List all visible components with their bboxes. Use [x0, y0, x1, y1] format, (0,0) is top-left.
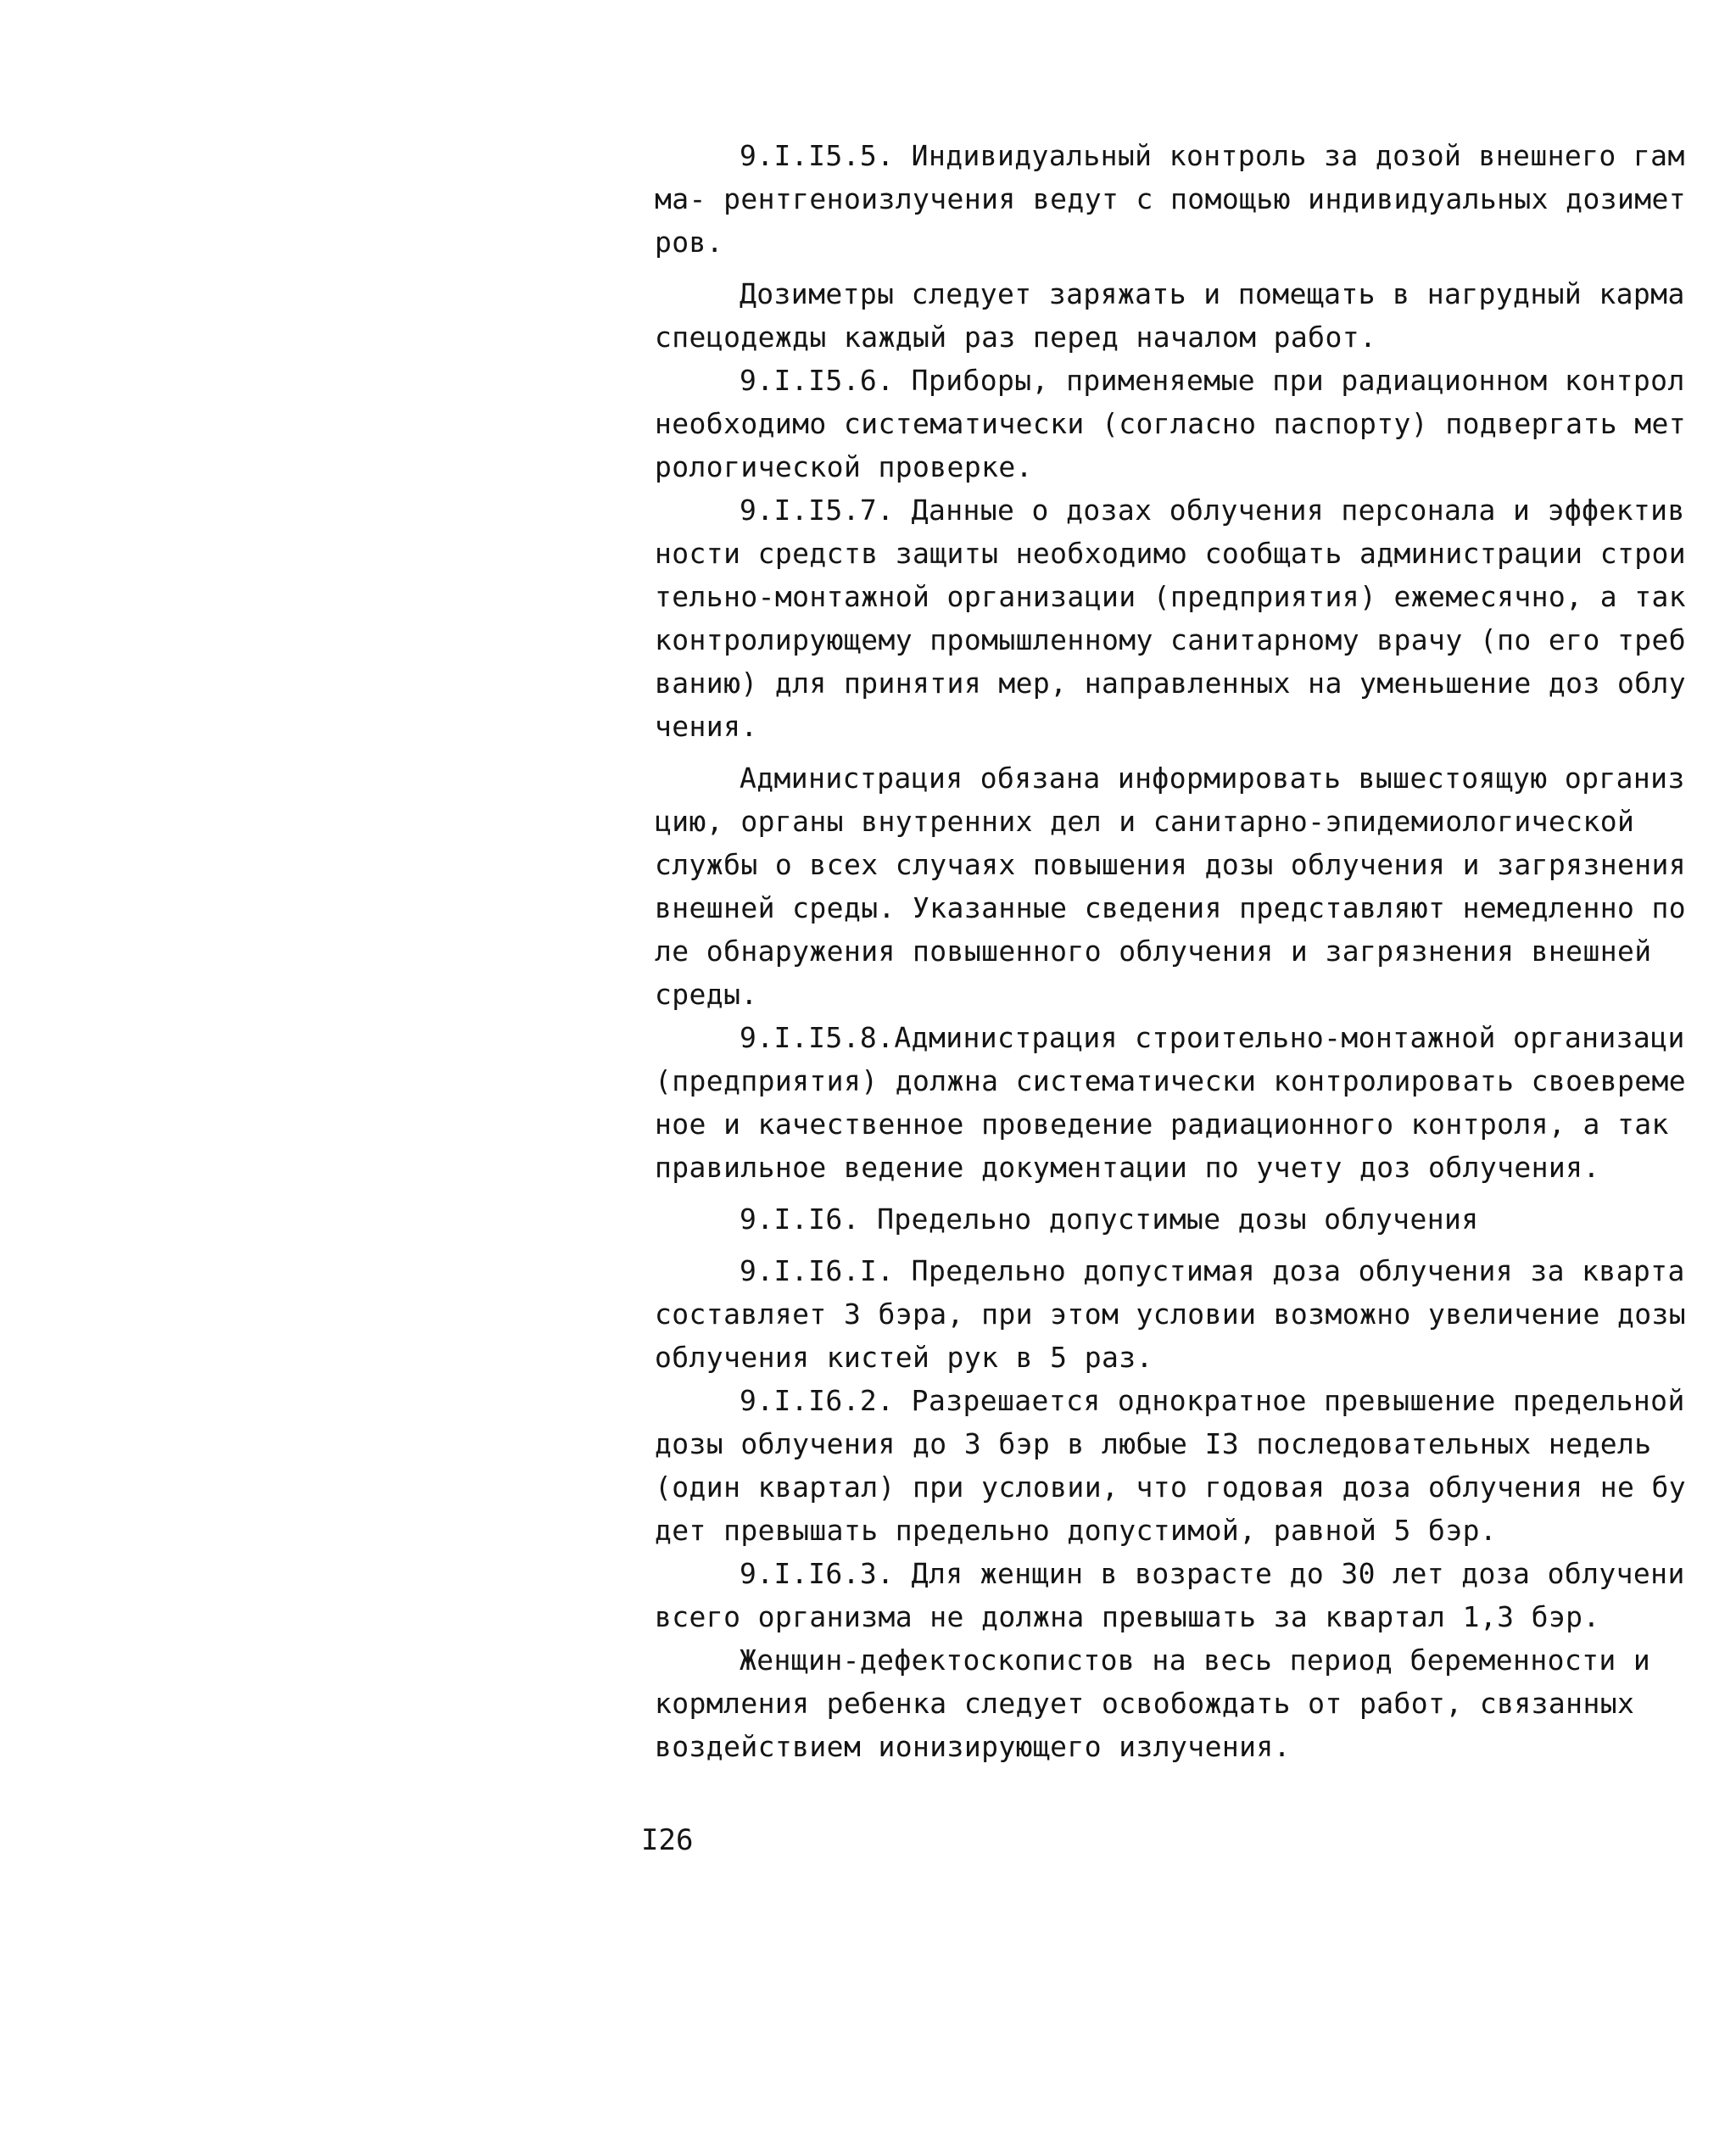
text-line: ле обнаружения повышенного облучения и загрязнения внешней [655, 935, 1652, 968]
text-line: дет превышать предельно допустимой, равной 5 бэр. [655, 1514, 1498, 1547]
text-line: внешней среды. Указанные сведения представляют немедленно по [655, 891, 1687, 924]
text-line: необходимо систематически (согласно паспорту) подвергать мет [655, 407, 1687, 440]
document-body [655, 134, 1698, 1768]
text-line: Дозиметры следует заряжать и помещать в нагрудный карма [740, 277, 1685, 310]
text-line: Женщин-дефектоскопистов на весь период беременности и [740, 1644, 1651, 1677]
text-line: спецодежды каждый раз перед началом работ. [655, 321, 1377, 354]
text-line: службы о всех случаях повышения дозы облучения и загрязнения [655, 848, 1687, 881]
text-line: цию, органы внутренних дел и санитарно-эпидемиологической [655, 805, 1635, 838]
paragraph-9-1-15-7 [655, 488, 1698, 748]
text-line: ма- рентгеноизлучения ведут с помощью индивидуальных дозимет [655, 182, 1687, 215]
text-line: правильное ведение документации по учету доз облучения. [655, 1151, 1600, 1184]
text-line: рологической проверке. [655, 450, 1033, 483]
text-line: тельно-монтажной организации (предприятия) ежемесячно, а так [655, 580, 1687, 613]
text-line: 9.I.I5.8.Администрация строительно-монтажной организаци [740, 1021, 1685, 1054]
text-line: ванию) для принятия мер, направленных на уменьшение доз облу [655, 667, 1687, 700]
text-line: 9.I.I5.5. Индивидуальный контроль за дозой внешнего гам [740, 139, 1685, 172]
text-line: составляет 3 бэра, при этом условии возможно увеличение дозы [655, 1298, 1687, 1331]
paragraph-9-1-16-3 [655, 1552, 1698, 1638]
paragraph-9-1-16-2 [655, 1379, 1698, 1552]
text-line: 9.I.I5.6. Приборы, применяемые при радиационном контрол [740, 364, 1685, 397]
section-heading: 9.I.I6. Предельно допустимые дозы облучения [740, 1203, 1479, 1236]
text-line: всего организма не должна превышать за квартал 1,3 бэр. [655, 1600, 1600, 1633]
text-line: дозы облучения до 3 бэр в любые I3 последовательных недель [655, 1427, 1652, 1460]
paragraph-9-1-15-6 [655, 359, 1698, 488]
text-line: кормления ребенка следует освобождать от работ, связанных [655, 1687, 1635, 1720]
text-line: (предприятия) должна систематически контролировать своевреме [655, 1064, 1687, 1097]
text-line: ное и качественное проведение радиационного контроля, а так [655, 1108, 1669, 1141]
paragraph-administration-duty [655, 756, 1698, 1016]
text-line: среды. [655, 978, 758, 1011]
text-line: 9.I.I5.7. Данные о дозах облучения персонала и эффектив [740, 494, 1685, 527]
section-heading-9-1-16 [655, 1197, 1698, 1241]
paragraph-9-1-15-8 [655, 1016, 1698, 1189]
paragraph-dosimeters [655, 272, 1698, 359]
text-line: 9.I.I6.3. Для женщин в возрасте до 30 лет доза облучени [740, 1557, 1685, 1590]
text-line: ров. [655, 226, 724, 259]
page-number: I26 [641, 1823, 694, 1857]
text-line: (один квартал) при условии, что годовая доза облучения не бу [655, 1471, 1687, 1504]
text-line: 9.I.I6.2. Разрешается однократное превышение предельной [740, 1384, 1685, 1417]
text-line: контролирующему промышленному санитарному врачу (по его треб [655, 623, 1687, 656]
text-line: Администрация обязана информировать вышестоящую организ [740, 762, 1685, 795]
paragraph-9-1-16-1 [655, 1249, 1698, 1379]
text-line: ности средств защиты необходимо сообщать администрации строи [655, 537, 1687, 570]
text-line: 9.I.I6.I. Предельно допустимая доза облучения за кварта [740, 1254, 1685, 1287]
text-line: облучения кистей рук в 5 раз. [655, 1341, 1153, 1374]
text-line: воздействием ионизирующего излучения. [655, 1730, 1291, 1763]
paragraph-pregnancy-exemption [655, 1638, 1698, 1768]
text-line: чения. [655, 710, 758, 743]
paragraph-9-1-15-5 [655, 134, 1698, 264]
